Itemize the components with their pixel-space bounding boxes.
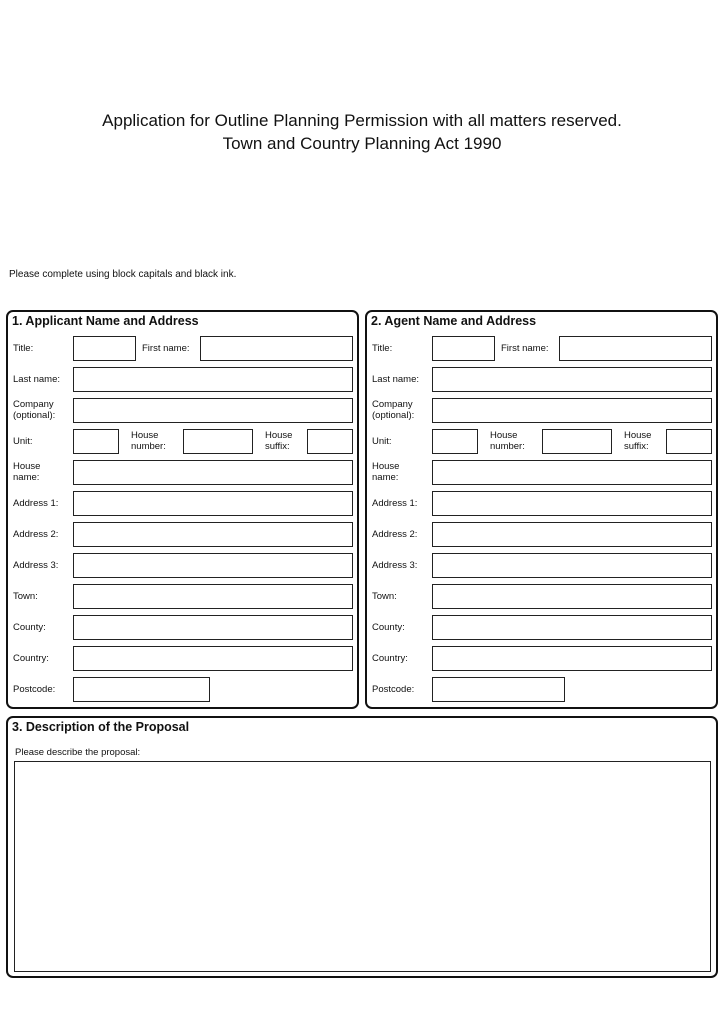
agent-postcode-label: Postcode: xyxy=(372,684,415,695)
agent-house-name-label-line2: name: xyxy=(372,472,399,483)
agent-section-heading: 2. Agent Name and Address xyxy=(371,314,537,328)
agent-postcode-field[interactable] xyxy=(432,677,565,702)
applicant-address1-label: Address 1: xyxy=(13,498,59,509)
agent-section xyxy=(365,310,718,709)
instructions-text: Please complete using block capitals and black ink. xyxy=(9,269,237,280)
agent-address1-field[interactable] xyxy=(432,491,712,516)
agent-unit-label: Unit: xyxy=(372,436,392,447)
applicant-house-suffix-field[interactable] xyxy=(307,429,353,454)
agent-title-field[interactable] xyxy=(432,336,495,361)
applicant-address3-label: Address 3: xyxy=(13,560,59,571)
applicant-company-label xyxy=(13,399,55,421)
applicant-last-name-label: Last name: xyxy=(13,374,60,385)
applicant-town-label: Town: xyxy=(13,591,38,602)
applicant-house-name-label xyxy=(13,461,40,483)
agent-address3-label: Address 3: xyxy=(372,560,418,571)
applicant-company-label-line1: Company xyxy=(13,399,54,410)
form-title-line-1: Application for Outline Planning Permission with all matters reserved. xyxy=(102,111,622,130)
agent-house-number-label-line2: number: xyxy=(490,441,525,452)
agent-company-label-line2: (optional): xyxy=(372,410,415,421)
agent-company-field[interactable] xyxy=(432,398,712,423)
agent-house-name-label xyxy=(372,461,399,483)
agent-house-name-label-line1: House xyxy=(372,461,400,472)
agent-house-suffix-label-line1: House xyxy=(624,430,652,441)
form-title-line-2: Town and Country Planning Act 1990 xyxy=(222,134,502,153)
agent-address2-label: Address 2: xyxy=(372,529,418,540)
applicant-house-suffix-label-line1: House xyxy=(265,430,293,441)
agent-company-label xyxy=(372,399,414,421)
agent-county-field[interactable] xyxy=(432,615,712,640)
applicant-unit-label: Unit: xyxy=(13,436,33,447)
agent-last-name-label: Last name: xyxy=(372,374,419,385)
applicant-county-label: County: xyxy=(13,622,46,633)
applicant-section-heading: 1. Applicant Name and Address xyxy=(12,314,199,328)
applicant-house-suffix-label-line2: suffix: xyxy=(265,441,290,452)
applicant-house-number-label-line1: House xyxy=(131,430,159,441)
agent-country-label: Country: xyxy=(372,653,408,664)
applicant-country-label: Country: xyxy=(13,653,49,664)
applicant-title-field[interactable] xyxy=(73,336,136,361)
applicant-company-label-line2: (optional): xyxy=(13,410,56,421)
applicant-first-name-label: First name: xyxy=(142,343,190,354)
agent-unit-field[interactable] xyxy=(432,429,478,454)
agent-house-suffix-field[interactable] xyxy=(666,429,712,454)
agent-house-number-field[interactable] xyxy=(542,429,612,454)
applicant-address2-field[interactable] xyxy=(73,522,353,547)
agent-title-label: Title: xyxy=(372,343,393,354)
applicant-address3-field[interactable] xyxy=(73,553,353,578)
agent-house-number-label-line1: House xyxy=(490,430,518,441)
applicant-house-number-label xyxy=(131,430,166,452)
applicant-postcode-field[interactable] xyxy=(73,677,210,702)
agent-address3-field[interactable] xyxy=(432,553,712,578)
applicant-company-field[interactable] xyxy=(73,398,353,423)
agent-town-field[interactable] xyxy=(432,584,712,609)
agent-house-name-field[interactable] xyxy=(432,460,712,485)
agent-house-suffix-label-line2: suffix: xyxy=(624,441,649,452)
agent-company-label-line1: Company xyxy=(372,399,413,410)
description-prompt: Please describe the proposal: xyxy=(15,747,141,758)
applicant-country-field[interactable] xyxy=(73,646,353,671)
applicant-postcode-label: Postcode: xyxy=(13,684,56,695)
agent-first-name-field[interactable] xyxy=(559,336,712,361)
applicant-house-number-label-line2: number: xyxy=(131,441,166,452)
agent-house-suffix-label xyxy=(624,430,651,452)
agent-first-name-label: First name: xyxy=(501,343,549,354)
agent-address1-label: Address 1: xyxy=(372,498,418,509)
applicant-town-field[interactable] xyxy=(73,584,353,609)
applicant-house-name-field[interactable] xyxy=(73,460,353,485)
applicant-section xyxy=(6,310,359,709)
agent-county-label: County: xyxy=(372,622,405,633)
applicant-first-name-field[interactable] xyxy=(200,336,353,361)
applicant-title-label: Title: xyxy=(13,343,34,354)
agent-country-field[interactable] xyxy=(432,646,712,671)
description-section xyxy=(6,716,718,978)
agent-last-name-field[interactable] xyxy=(432,367,712,392)
description-section-heading: 3. Description of the Proposal xyxy=(12,720,190,734)
agent-town-label: Town: xyxy=(372,591,397,602)
applicant-house-number-field[interactable] xyxy=(183,429,253,454)
applicant-address1-field[interactable] xyxy=(73,491,353,516)
applicant-address2-label: Address 2: xyxy=(13,529,59,540)
applicant-last-name-field[interactable] xyxy=(73,367,353,392)
proposal-description-field[interactable] xyxy=(14,761,711,972)
applicant-house-name-label-line1: House xyxy=(13,461,41,472)
applicant-house-name-label-line2: name: xyxy=(13,472,40,483)
applicant-county-field[interactable] xyxy=(73,615,353,640)
applicant-unit-field[interactable] xyxy=(73,429,119,454)
agent-address2-field[interactable] xyxy=(432,522,712,547)
agent-house-number-label xyxy=(490,430,525,452)
applicant-house-suffix-label xyxy=(265,430,292,452)
